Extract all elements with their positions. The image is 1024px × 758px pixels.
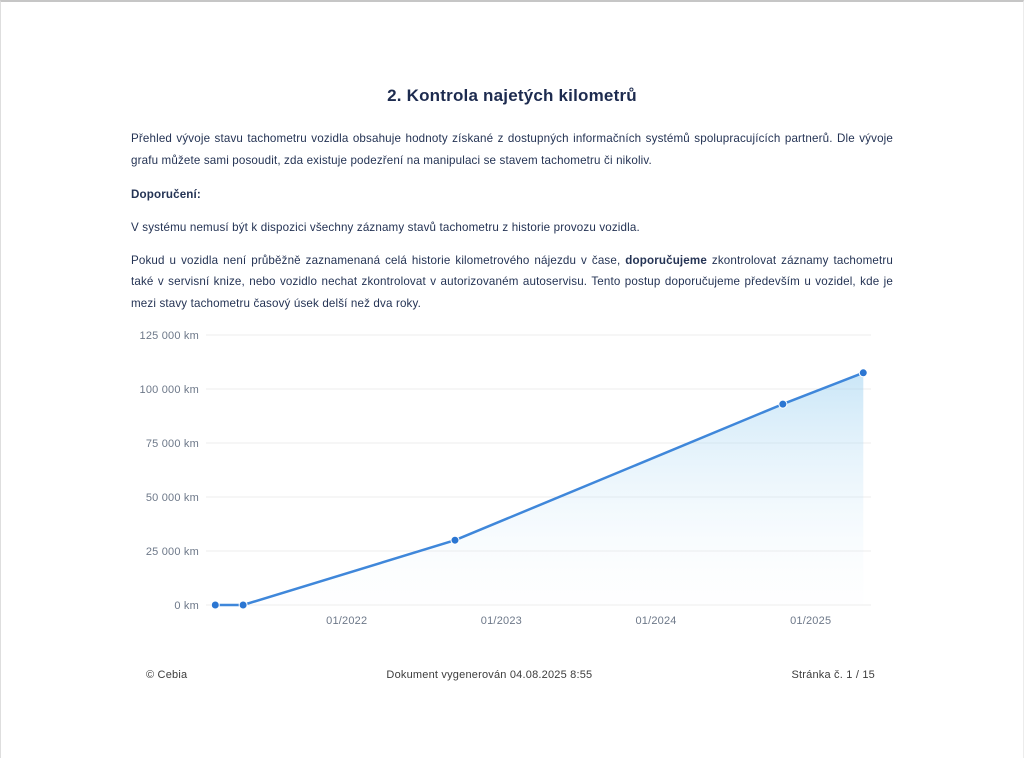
chart-point xyxy=(779,400,787,408)
y-axis-tick-label: 25 000 km xyxy=(145,546,199,559)
chart-point xyxy=(239,601,247,609)
y-axis-tick-label: 50 000 km xyxy=(145,492,199,505)
y-axis-tick-label: 125 000 km xyxy=(139,330,199,343)
chart-point xyxy=(211,601,219,609)
odometer-chart xyxy=(131,328,876,636)
page-footer xyxy=(146,669,875,681)
y-axis-tick-label: 100 000 km xyxy=(139,384,199,397)
page-content xyxy=(1,86,1023,636)
intro-paragraph: Přehled vývoje stavu tachometru vozidla obsahuje hodnoty získané z dostupných informačních systémů spolupracujících partnerů. Dle vývoje grafu můžete sami posoudit, zda existuje podezření na manipulaci se stavem tachometru či nikoliv. xyxy=(131,132,893,167)
system-note-paragraph: V systému nemusí být k dispozici všechny záznamy stavů tachometru z historie provozu vozidla. xyxy=(131,220,640,234)
footer-copyright: © Cebia xyxy=(146,669,188,681)
advice-text-after: zkontrolovat záznamy tachometru také v servisní knize, nebo vozidlo nechat zkontrolovat v autorizovaném autoservisu. Tento postup doporučujeme především u vozidel, kde je mezi stavy tachometru časový úsek delší než dva roky. xyxy=(131,254,893,310)
x-axis-tick-label: 01/2024 xyxy=(635,615,677,628)
x-axis-tick-label: 01/2023 xyxy=(480,615,522,628)
footer-page-number: Stránka č. 1 / 15 xyxy=(791,669,875,681)
chart-area-fill xyxy=(215,373,863,605)
odometer-chart-container xyxy=(131,328,893,636)
y-axis-tick-label: 75 000 km xyxy=(145,438,199,451)
footer-generated-timestamp: Dokument vygenerován 04.08.2025 8:55 xyxy=(386,669,593,681)
x-axis-tick-label: 01/2022 xyxy=(326,615,368,628)
x-axis-tick-label: 01/2025 xyxy=(790,615,832,628)
advice-text-before: Pokud u vozidla není průběžně zaznamenaná celá historie kilometrového nájezdu v čase, xyxy=(131,254,626,268)
y-axis-tick-label: 0 km xyxy=(174,600,199,613)
page-title: 2. Kontrola najetých kilometrů xyxy=(387,86,637,105)
chart-point xyxy=(859,369,867,377)
advice-bold-text: doporučujeme xyxy=(625,254,707,268)
chart-point xyxy=(451,536,459,544)
recommendation-heading: Doporučení: xyxy=(131,188,201,202)
advice-paragraph xyxy=(131,250,893,314)
